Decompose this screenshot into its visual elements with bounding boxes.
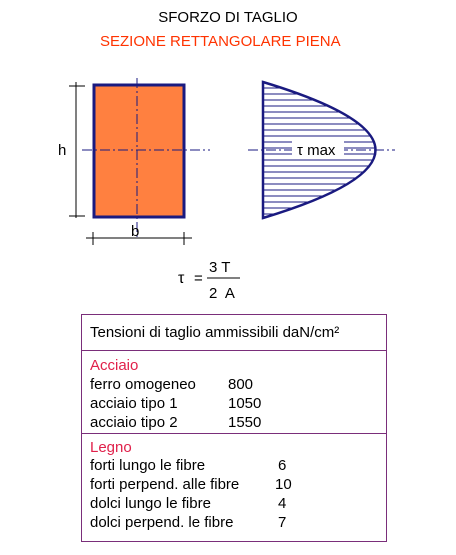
section-title-legno: Legno <box>90 439 132 456</box>
table-row-value: 800 <box>228 376 254 393</box>
tau-max-label: τ max <box>297 142 336 159</box>
formula-denominator: 2 A <box>209 285 235 302</box>
table-row-value: 1050 <box>228 395 262 412</box>
table-row-label: dolci lungo le fibre <box>90 495 211 512</box>
table-row-label: forti perpend. alle fibre <box>90 476 240 493</box>
formula-numerator: 3 T <box>209 259 231 276</box>
table-row-value: 1550 <box>228 414 262 431</box>
formula-equals: = <box>194 270 203 287</box>
section-divider <box>82 433 386 434</box>
rectangular-section <box>94 85 184 217</box>
table-row-label: dolci perpend. le fibre <box>90 514 234 531</box>
table-row-label: acciaio tipo 1 <box>90 395 178 412</box>
section-title-acciaio: Acciaio <box>90 357 139 374</box>
table-row-label: forti lungo le fibre <box>90 457 206 474</box>
diagram-title: SFORZO DI TAGLIO <box>158 9 298 26</box>
table-row-label: ferro omogeneo <box>90 376 196 393</box>
table-row-label: acciaio tipo 2 <box>90 414 178 431</box>
table-row-value: 10 <box>275 476 292 493</box>
allowable-stress-table <box>81 314 387 542</box>
formula-tau: τ <box>178 270 185 287</box>
table-row-value: 6 <box>278 457 287 474</box>
table-row-value: 7 <box>278 514 287 531</box>
table-header: Tensioni di taglio ammissibili daN/cm² <box>90 324 340 341</box>
diagram-subtitle: SEZIONE RETTANGOLARE PIENA <box>100 33 341 50</box>
height-label: h <box>58 142 67 159</box>
width-label: b <box>131 223 140 240</box>
header-divider <box>82 350 386 351</box>
table-row-value: 4 <box>278 495 287 512</box>
